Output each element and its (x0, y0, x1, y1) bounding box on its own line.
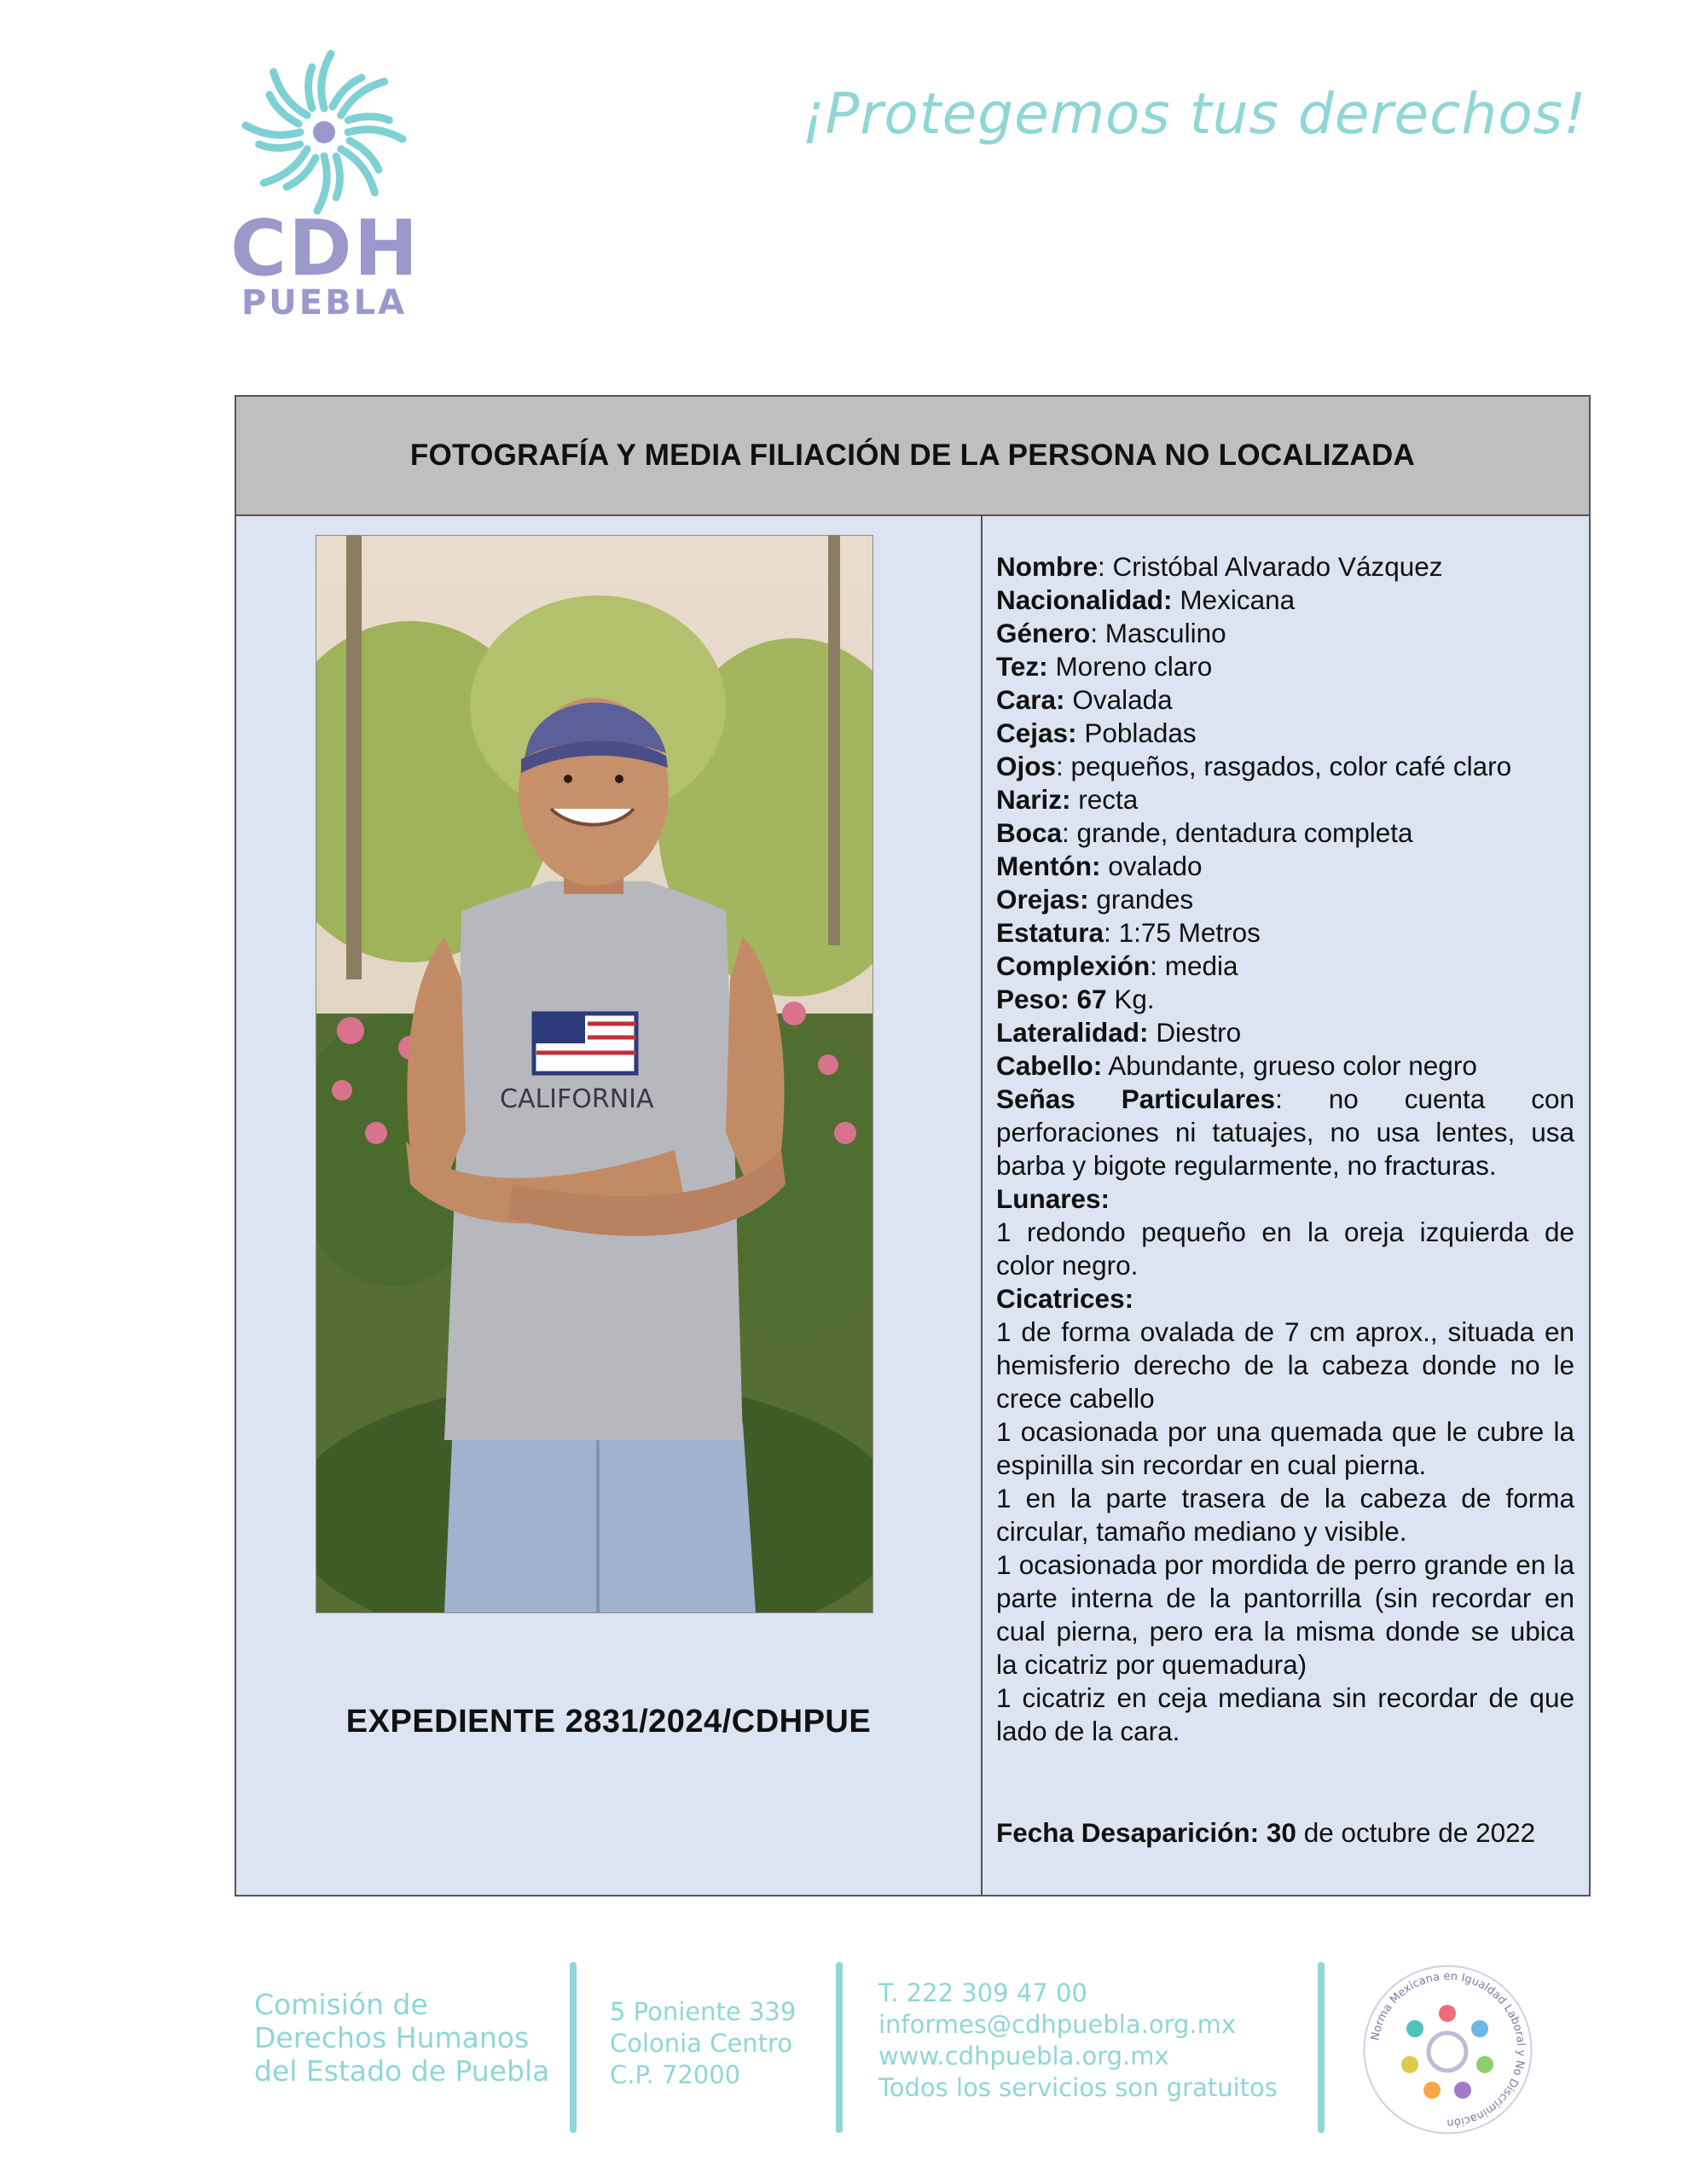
slogan: ¡Protegemos tus derechos! (802, 81, 1587, 147)
field-lunares-label: Lunares: (996, 1183, 1110, 1214)
seal-text: Norma Mexicana en Igualdad Laboral y No Discriminación (1369, 1970, 1528, 2129)
footer-divider (570, 1962, 577, 2133)
footer-email-link[interactable]: informes@cdhpuebla.org.mx (878, 2010, 1237, 2039)
field-peso: Peso: 67 Kg. (996, 984, 1155, 1014)
field-nacionalidad: Nacionalidad: Mexicana (996, 584, 1296, 615)
footer-contact (878, 1978, 1278, 2104)
field-senas: Señas Particulares: no cuenta con perforaciones ni tatuajes, no usa lentes, usa barba y bigote regularmente, no fracturas. (996, 1083, 1574, 1181)
field-cara: Cara: Ovalada (996, 684, 1173, 715)
footer-divider (1318, 1962, 1325, 2133)
cicatriz-item: 1 de forma ovalada de 7 cm aprox., situada en hemisferio derecho de la cabeza donde no le crece cabello (996, 1316, 1574, 1414)
cicatriz-item: 1 ocasionada por una quemada que le cubre la espinilla sin recordar en cual pierna. (996, 1416, 1574, 1480)
footer-address: 5 Poniente 339 Colonia Centro C.P. 72000 (610, 1997, 797, 2089)
missing-person-card (235, 395, 1591, 1896)
column-divider (981, 516, 983, 1895)
expediente: EXPEDIENTE 2831/2024/CDHPUE (345, 1704, 872, 1740)
footer-phone: T. 222 309 47 00 (878, 1978, 1087, 2007)
star-flower-icon (239, 47, 409, 218)
field-complexion: Complexión: media (996, 950, 1238, 981)
field-ojos: Ojos: pequeños, rasgados, color café claro (996, 751, 1512, 781)
field-orejas: Orejas: grandes (996, 884, 1194, 915)
field-menton: Mentón: ovalado (996, 851, 1203, 881)
field-cabello: Cabello: Abundante, grueso color negro (996, 1050, 1477, 1081)
field-nombre: Nombre: Cristóbal Alvarado Vázquez (996, 551, 1443, 582)
cicatriz-item: 1 en la parte trasera de la cabeza de forma circular, tamaño mediano y visible. (996, 1483, 1574, 1547)
field-cejas: Cejas: Pobladas (996, 717, 1197, 748)
person-details (996, 550, 1574, 1748)
logo-name: CDH (230, 204, 420, 293)
field-nariz: Nariz: recta (996, 784, 1139, 815)
person-photo (316, 535, 873, 1613)
field-lunares-value: 1 redondo pequeño en la oreja izquierda de color negro. (996, 1217, 1574, 1281)
field-lateralidad: Lateralidad: Diestro (996, 1017, 1242, 1048)
field-boca: Boca: grande, dentadura completa (996, 817, 1413, 848)
footer-divider (836, 1962, 843, 2133)
logo-subtitle: PUEBLA (241, 283, 408, 322)
fecha-desaparicion: Fecha Desaparición: 30 de octubre de 2022 (996, 1817, 1536, 1848)
equality-seal-icon (1360, 1962, 1535, 2137)
cdh-logo (230, 47, 418, 320)
field-genero: Género: Masculino (996, 618, 1226, 648)
footer-organization: Comisión de Derechos Humanos del Estado de Puebla (254, 1988, 550, 2088)
footer (0, 1954, 1687, 2150)
field-estatura: Estatura: 1:75 Metros (996, 917, 1261, 948)
field-cicatrices-label: Cicatrices: (996, 1283, 1134, 1314)
footer-website-link[interactable]: www.cdhpuebla.org.mx (878, 2042, 1169, 2071)
footer-free-services: Todos los servicios son gratuitos (878, 2073, 1278, 2102)
field-tez: Tez: Moreno claro (996, 651, 1213, 682)
card-title: FOTOGRAFÍA Y MEDIA FILIACIÓN DE LA PERSONA NO LOCALIZADA (236, 397, 1589, 516)
cicatriz-item: 1 cicatriz en ceja mediana sin recordar de que lado de la cara. (996, 1682, 1574, 1746)
shirt-text: CALIFORNIA (500, 1084, 654, 1114)
cicatriz-item: 1 ocasionada por mordida de perro grande en la parte interna de la pantorrilla (sin recordar en cual pierna, pero era la misma donde se ubica la cicatriz por quemadura) (996, 1549, 1574, 1680)
